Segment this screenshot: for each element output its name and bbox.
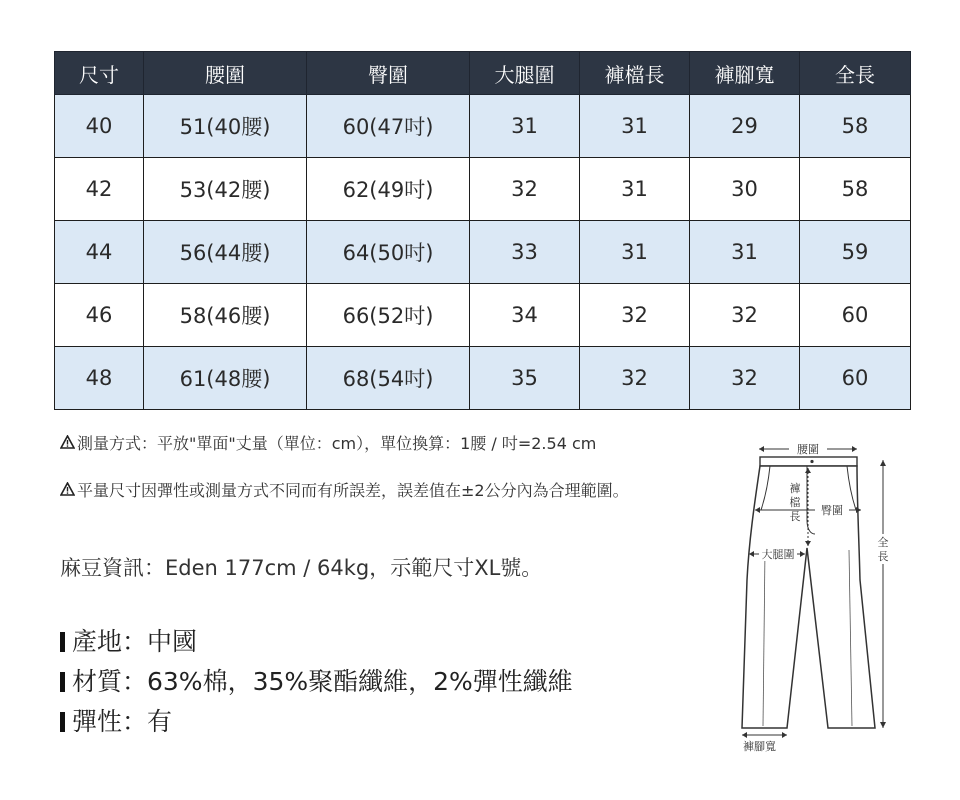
table-header-row <box>55 52 911 95</box>
table-cell: 59 <box>800 221 911 284</box>
table-row <box>55 284 911 347</box>
spec-material-text: 材質：63%棉，35%聚酯纖維，2%彈性纖維 <box>72 667 573 696</box>
table-cell: 56(44腰) <box>144 221 307 284</box>
hem-label: 褲腳寬 <box>743 740 776 753</box>
table-cell: 66(52吋) <box>307 284 470 347</box>
table-cell: 60 <box>800 347 911 410</box>
table-cell: 42 <box>55 158 144 221</box>
header-thigh: 大腿圍 <box>470 52 580 95</box>
pants-diagram <box>735 430 945 760</box>
warning-icon <box>60 481 76 500</box>
spec-elasticity-text: 彈性：有 <box>72 707 173 736</box>
table-row <box>55 158 911 221</box>
table-cell: 30 <box>690 158 800 221</box>
table-cell: 32 <box>470 158 580 221</box>
table-cell: 48 <box>55 347 144 410</box>
table-cell: 44 <box>55 221 144 284</box>
length-label-char: 長 <box>877 550 889 563</box>
table-cell: 51(40腰) <box>144 95 307 158</box>
rise-label-char: 長 <box>789 510 801 523</box>
spec-elasticity <box>60 702 172 738</box>
table-cell: 40 <box>55 95 144 158</box>
header-waist: 腰圍 <box>144 52 307 95</box>
table-cell: 31 <box>690 221 800 284</box>
table-cell: 61(48腰) <box>144 347 307 410</box>
table-cell: 32 <box>580 284 690 347</box>
table-cell: 31 <box>470 95 580 158</box>
thigh-label: 大腿圍 <box>761 548 795 561</box>
table-cell: 31 <box>580 95 690 158</box>
hip-label: 臀圍 <box>821 504 843 517</box>
rise-label-char: 檔 <box>789 496 801 509</box>
table-cell: 58 <box>800 95 911 158</box>
tolerance-note <box>60 478 629 501</box>
table-cell: 58 <box>800 158 911 221</box>
bullet-bar <box>60 672 65 692</box>
header-hip: 臀圍 <box>307 52 470 95</box>
header-size: 尺寸 <box>55 52 144 95</box>
spec-origin-text: 產地：中國 <box>72 627 198 656</box>
table-cell: 33 <box>470 221 580 284</box>
header-length: 全長 <box>800 52 911 95</box>
table-cell: 58(46腰) <box>144 284 307 347</box>
waist-label: 腰圍 <box>797 443 819 456</box>
table-cell: 34 <box>470 284 580 347</box>
table-cell: 32 <box>690 347 800 410</box>
measure-note-text: 測量方式：平放"單面"丈量（單位：cm），單位換算：1腰 / 吋=2.54 cm <box>77 434 597 453</box>
size-table <box>54 51 911 410</box>
table-cell: 46 <box>55 284 144 347</box>
spec-origin <box>60 622 197 658</box>
table-cell: 53(42腰) <box>144 158 307 221</box>
warning-icon <box>60 434 76 453</box>
spec-material <box>60 662 573 698</box>
header-hem: 褲腳寬 <box>690 52 800 95</box>
table-cell: 31 <box>580 221 690 284</box>
table-cell: 29 <box>690 95 800 158</box>
length-label-char: 全 <box>877 536 889 549</box>
table-cell: 32 <box>580 347 690 410</box>
model-info: 麻豆資訊：Eden 177cm / 64kg，示範尺寸XL號。 <box>60 556 543 580</box>
measure-note <box>60 431 596 454</box>
table-cell: 31 <box>580 158 690 221</box>
table-cell: 64(50吋) <box>307 221 470 284</box>
table-row <box>55 347 911 410</box>
tolerance-note-text: 平量尺寸因彈性或測量方式不同而有所誤差，誤差值在±2公分內為合理範圍。 <box>77 481 629 500</box>
header-rise: 褲檔長 <box>580 52 690 95</box>
table-cell: 60 <box>800 284 911 347</box>
table-cell: 62(49吋) <box>307 158 470 221</box>
table-row <box>55 95 911 158</box>
table-cell: 60(47吋) <box>307 95 470 158</box>
bullet-bar <box>60 712 65 732</box>
table-cell: 32 <box>690 284 800 347</box>
table-cell: 68(54吋) <box>307 347 470 410</box>
table-cell: 35 <box>470 347 580 410</box>
table-row <box>55 221 911 284</box>
rise-label-char: 褲 <box>789 482 801 495</box>
bullet-bar <box>60 632 65 652</box>
